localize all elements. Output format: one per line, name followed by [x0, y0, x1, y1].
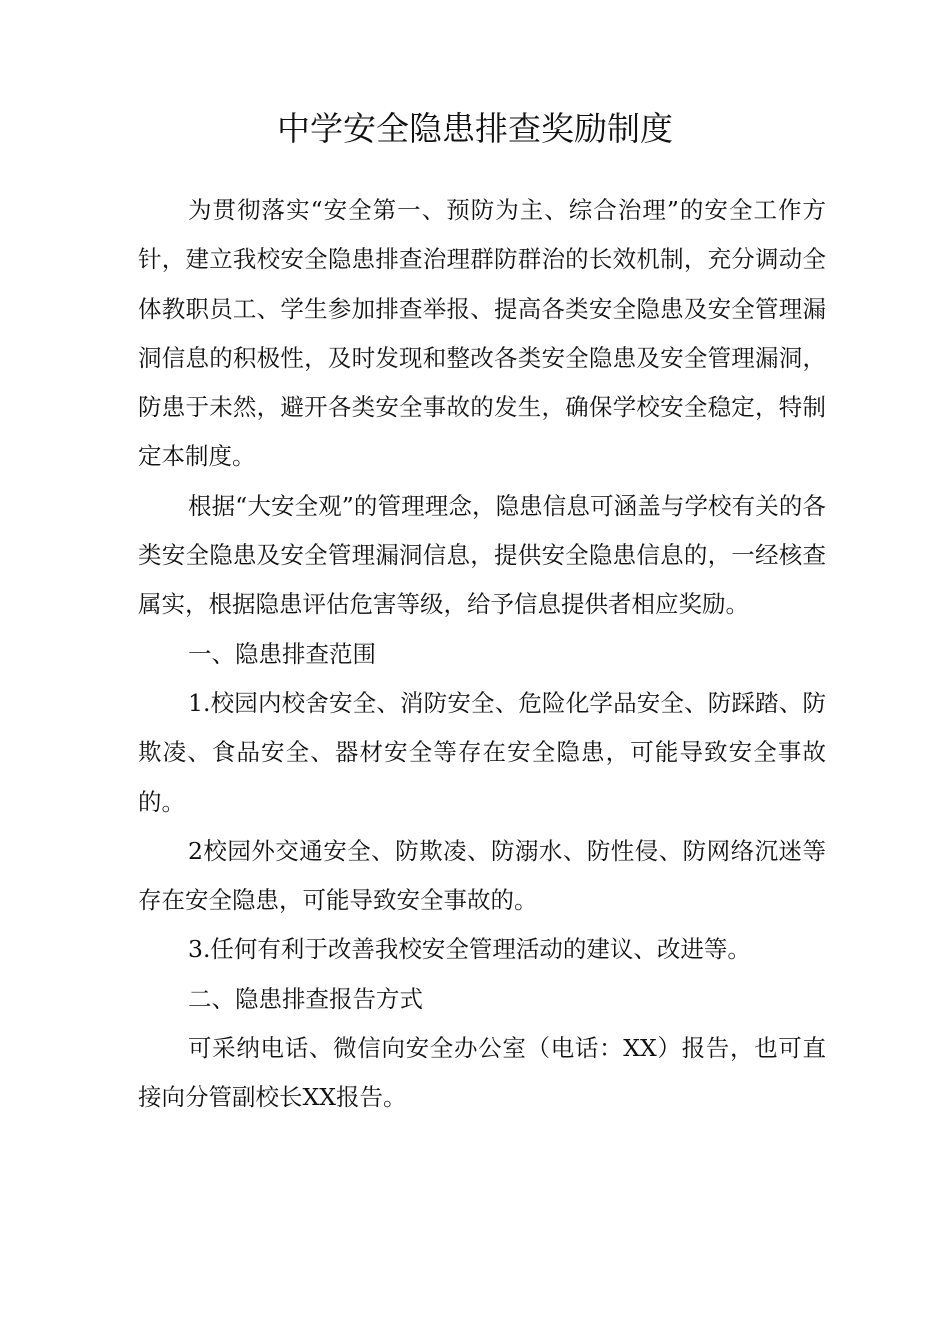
scope-item-1: 1.校园内校舍安全、消防安全、危险化学品安全、防踩踏、防欺凌、食品安全、器材安全等存在安全隐患，可能导致安全事故的。 — [138, 688, 826, 816]
section-heading-scope: 一、隐患排查范围 — [188, 639, 376, 668]
document-body — [138, 186, 826, 1123]
section-heading-reporting: 二、隐患排查报告方式 — [188, 984, 423, 1013]
paragraph-intro: 为贯彻落实“安全第一、预防为主、综合治理”的安全工作方针，建立我校安全隐患排查治理群防群治的长效机制，充分调动全体教职员工、学生参加排查举报、提高各类安全隐患及安全管理漏洞信息的积极性，及时发现和整改各类安全隐患及安全管理漏洞，防患于未然，避开各类安全事故的发生，确保学校安全稳定，特制定本制度。 — [138, 196, 826, 471]
paragraph-concept: 根据“大安全观”的管理理念，隐患信息可涵盖与学校有关的各类安全隐患及安全管理漏洞信息，提供安全隐患信息的，一经核查属实，根据隐患评估危害等级，给予信息提供者相应奖励。 — [138, 491, 826, 619]
scope-item-3: 3.任何有利于改善我校安全管理活动的建议、改进等。 — [188, 935, 751, 964]
paragraph-reporting: 可采纳电话、微信向安全办公室（电话：XX）报告，也可直接向分管副校长XX报告。 — [138, 1034, 826, 1112]
scope-item-2: 2校园外交通安全、防欺凌、防溺水、防性侵、防网络沉迷等存在安全隐患，可能导致安全事故的。 — [138, 836, 826, 915]
document-title: 中学安全隐患排查奖励制度 — [277, 109, 673, 148]
